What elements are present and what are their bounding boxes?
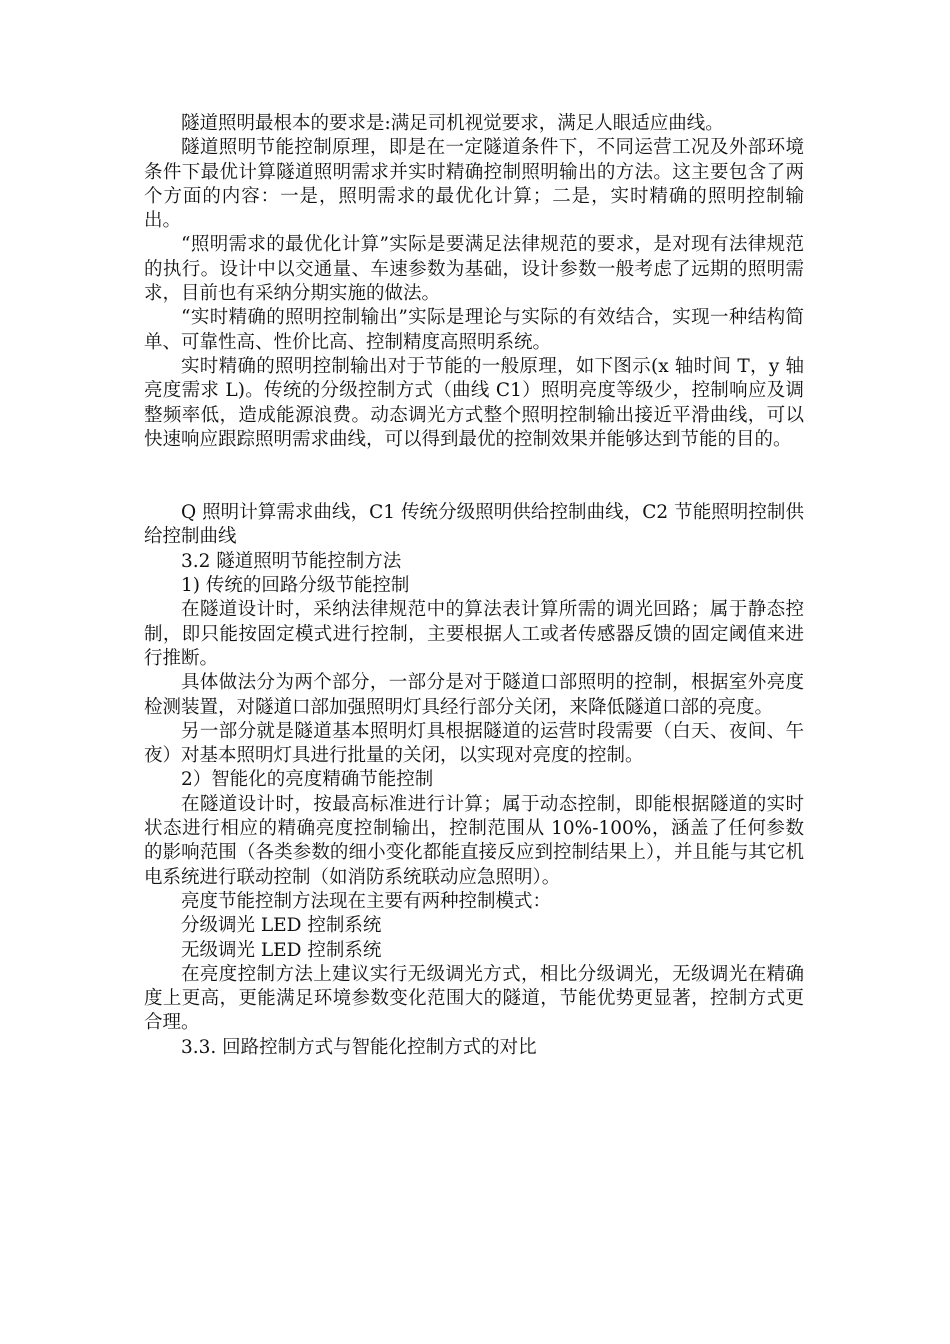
list-item-stepped-dimming: 分级调光 LED 控制系统 — [181, 915, 382, 937]
paragraph-basic-requirement: 隧道照明最根本的要求是:满足司机视觉要求，满足人眼适应曲线。 — [181, 113, 724, 134]
paragraph-dynamic-control: 在隧道设计时，按最高标准进行计算；属于动态控制，即能根据隧道的实时状态进行相应的精确亮度控制输出，控制范围从 10%-100%，涵盖了任何参数的影响范围（各类参数的细小变化都能直接反应到控制结果上），并且能与其它机电系统进行联动控制（如消防系统联动应急照明）。 — [144, 793, 804, 888]
paragraph-control-modes-intro: 亮度节能控制方法现在主要有两种控制模式： — [181, 890, 552, 912]
paragraph-entrance-control: 具体做法分为两个部分，一部分是对于隧道口部照明的控制，根据室外亮度检测装置，对隧道口部加强照明灯具经行部分关闭，来降低隧道口部的亮度。 — [144, 672, 804, 718]
subheading-intelligent-control: 2）智能化的亮度精确节能控制 — [181, 769, 434, 791]
figure-gap — [144, 452, 804, 501]
paragraph-optimal-calculation: “照明需求的最优化计算”实际是要满足法律规范的要求，是对现有法律规范的执行。设计中以交通量、车速参数为基础，设计参数一般考虑了远期的照明需求，目前也有采纳分期实施的做法。 — [144, 234, 804, 305]
paragraph-energy-principle: 实时精确的照明控制输出对于节能的一般原理，如下图示(x 轴时间 T，y 轴亮度需求 L)。传统的分级控制方式（曲线 C1）照明亮度等级少，控制响应及调整频率低，造成能源浪费。动态调光方式整个照明控制输出接近平滑曲线，可以快速响应跟踪照明需求曲线，可以得到最优的控制效果并能够达到节能的目的。 — [144, 355, 804, 450]
paragraph-recommendation: 在亮度控制方法上建议实行无级调光方式，相比分级调光，无级调光在精确度上更高，更能满足环境参数变化范围大的隧道，节能优势更显著，控制方式更合理。 — [144, 963, 804, 1034]
document-body — [144, 112, 804, 1060]
section-heading-3-2: 3.2 隧道照明节能控制方法 — [181, 550, 402, 572]
paragraph-realtime-output: “实时精确的照明控制输出”实际是理论与实际的有效结合，实现一种结构简单、可靠性高、性价比高、控制精度高照明系统。 — [144, 307, 804, 353]
section-heading-3-3: 3.3. 回路控制方式与智能化控制方式的对比 — [181, 1036, 537, 1058]
paragraph-control-principle: 隧道照明节能控制原理，即是在一定隧道条件下，不同运营工况及外部环境条件下最优计算隧道照明需求并实时精确控制照明输出的方法。这主要包含了两个方面的内容：一是，照明需求的最优化计算；二是，实时精确的照明控制输出。 — [144, 137, 804, 232]
paragraph-static-control: 在隧道设计时，采纳法律规范中的算法表计算所需的调光回路；属于静态控制，即只能按固定模式进行控制，主要根据人工或者传感器反馈的固定阈值来进行推断。 — [144, 599, 804, 669]
figure-caption: Q 照明计算需求曲线，C1 传统分级照明供给控制曲线，C2 节能照明控制供给控制曲线 — [144, 502, 804, 548]
subheading-traditional-control: 1) 传统的回路分级节能控制 — [181, 575, 410, 597]
list-item-stepless-dimming: 无级调光 LED 控制系统 — [181, 939, 382, 961]
paragraph-basic-lighting-control: 另一部分就是隧道基本照明灯具根据隧道的运营时段需要（白天、夜间、午夜）对基本照明灯具进行批量的关闭，以实现对亮度的控制。 — [144, 720, 804, 767]
